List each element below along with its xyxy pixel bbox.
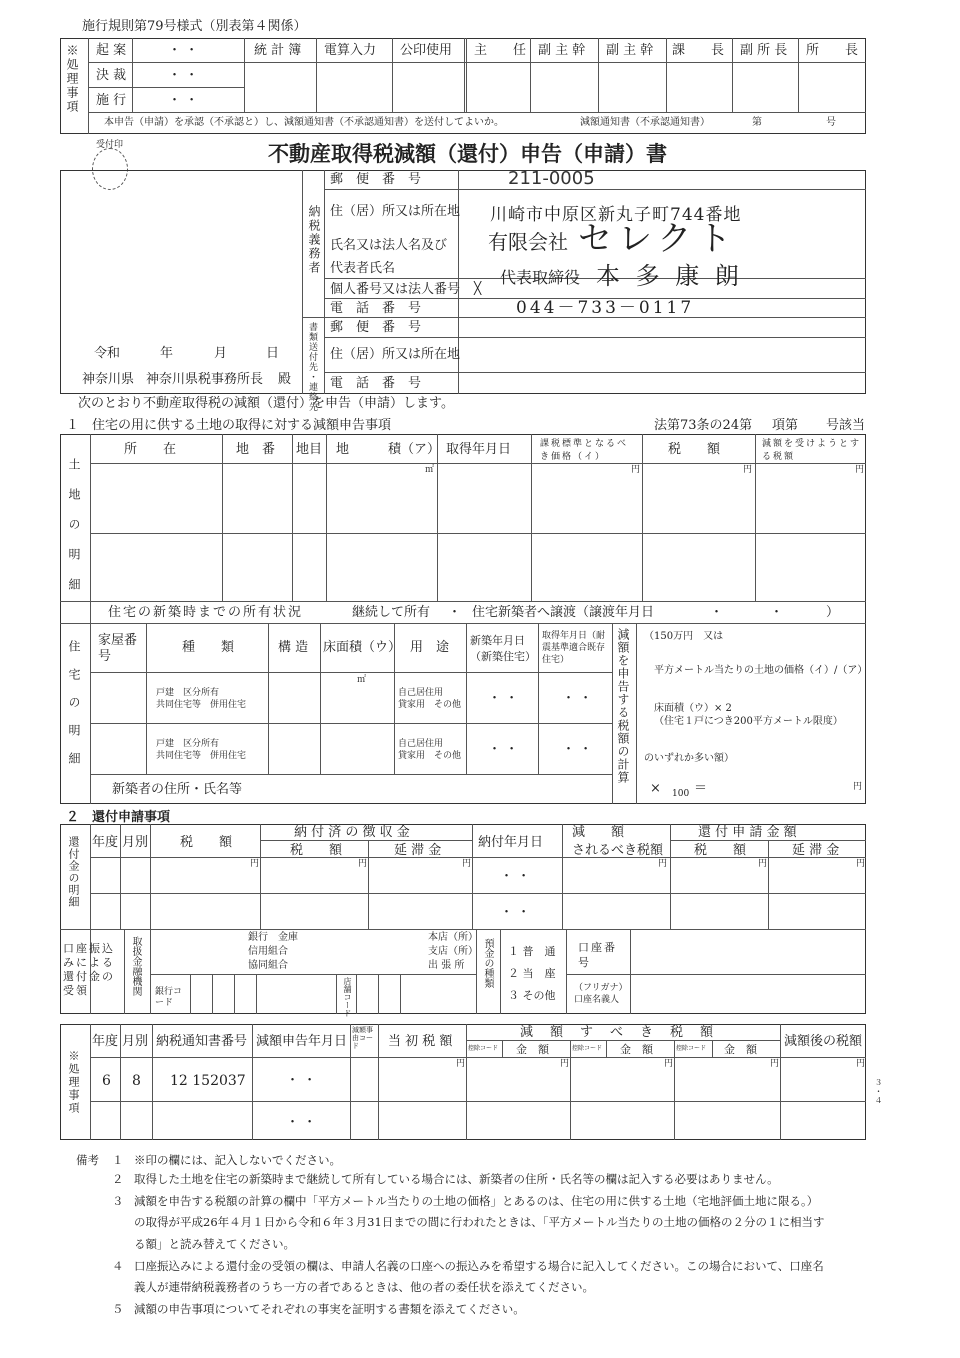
unit-yen: 円: [462, 859, 472, 869]
unit-yen: 円: [770, 1059, 780, 1069]
house-use-2[interactable]: 貸家用 その他: [398, 700, 462, 710]
house-kind-1[interactable]: 戸建 区分所有: [156, 688, 220, 698]
bank-type-2[interactable]: 信用組合: [248, 946, 288, 957]
address-value[interactable]: 川崎市中原区新丸子町744番地: [490, 205, 742, 225]
account-name-label: 口座名義人: [574, 995, 620, 1005]
sendto-side-label: 書類送付先・連絡先: [307, 322, 317, 412]
name-label: 氏名又は法人名及び: [330, 238, 448, 253]
proc-month-value[interactable]: 8: [132, 1073, 141, 1089]
year-label: 年: [160, 346, 174, 361]
branch-type-3[interactable]: 出 張 所: [428, 960, 465, 971]
sec3-side-label: ※処理事項: [67, 1050, 80, 1115]
land-side-label: 土地の明細: [67, 458, 81, 608]
reiwa: 令和: [94, 346, 121, 361]
calc-line-1: （150万円 又は: [644, 631, 724, 642]
refund-col-paid: 納 付 済 の 徴 収 金: [294, 825, 410, 840]
house-col-use: 用 途: [410, 640, 450, 655]
col-deputy1: 副 主 幹: [538, 43, 586, 58]
col-section-chief: 課 長: [672, 43, 725, 58]
sendto-postal-label: 郵 便 番 号: [330, 320, 422, 335]
house-col-kind: 種 類: [182, 640, 235, 655]
approve-text: 本申告（申請）を承認（不承認と）し、減額通知書（不承認通知書）を送付してよいか。: [104, 117, 504, 128]
row-decision: 決 裁: [96, 68, 127, 83]
addressee-office: 神奈川県税事務所長: [146, 372, 264, 387]
calc-line-5: のいずれか多い額）: [644, 753, 734, 764]
note-text: 義人が連帯納税義務者のうち一方の者であるときは、他の者の委任状を添えてください。: [134, 1280, 594, 1294]
refund-col-paid-tax: 税 額: [290, 843, 343, 858]
refund-col-reduce: 減 額: [572, 825, 625, 840]
account-no-label: 口座番号: [578, 941, 617, 969]
date-dots: ・ ・: [562, 691, 593, 706]
ownership-continue[interactable]: 継続して所有: [352, 605, 431, 620]
date-dots: ・ ・: [286, 1115, 317, 1130]
unit-yen: 円: [853, 782, 863, 792]
note-number: ２: [112, 1172, 124, 1186]
note-number: １: [112, 1153, 124, 1167]
bank-institution-label: 取扱金融機関: [130, 936, 141, 996]
unit-yen: 円: [250, 859, 260, 869]
phone-value[interactable]: 044－733－0117: [516, 298, 695, 318]
calc-side-label: 減額を申告する税額の計算: [616, 628, 630, 784]
unit-yen: 円: [856, 859, 866, 869]
calc-line-4: （住宅１戸につき200平方メートル限度）: [654, 716, 843, 727]
land-col-reduce: 減額を受けようとする税額: [762, 439, 862, 462]
proc-col-deduct-code-2: 控除コード: [572, 1045, 603, 1052]
branch-type-1[interactable]: 本店（所）: [428, 932, 478, 943]
taxpayer-side-label: 納税義務者: [307, 205, 321, 275]
address-label: 住（居）所又は所在地: [330, 204, 461, 219]
calc-times: ×: [650, 781, 661, 796]
notes-label: 備考: [76, 1153, 99, 1167]
deposit-type-3[interactable]: ３ その他: [508, 989, 556, 1002]
calc-line-3: 床面積（ウ）× 2: [654, 703, 732, 714]
applicant-box: [60, 170, 866, 394]
refund-side-label: 還付金の明細: [67, 836, 80, 908]
notice-text: 減額通知書（不承認通知書）: [580, 117, 710, 128]
proc-col-reason-code: 減額事由コード: [352, 1026, 373, 1050]
refund-col-month: 月別: [122, 835, 149, 850]
rep-name[interactable]: 本 多 康 朗: [596, 262, 743, 290]
note-text: の取得が平成26年４月１日から令和６年３月31日までの間に行われたときは、「平方メートル当たりの土地の価格の２分の１に相当す: [134, 1215, 825, 1229]
refund-col-paid-date: 納付年月日: [478, 835, 544, 850]
land-col-location: 所 在: [124, 442, 177, 457]
form-rule: 施行規則第79号様式（別表第４関係）: [82, 19, 307, 34]
house-col-no: 家屋番号: [98, 633, 138, 664]
col-deputy2: 副 主 幹: [606, 43, 654, 58]
bank-type-1[interactable]: 銀行 金庫: [248, 932, 298, 943]
bank-side-label: 口座振込みによる還付金の受領: [63, 942, 115, 997]
process-mark: ※処理事項: [65, 44, 79, 114]
unit-m2: ㎡: [357, 675, 367, 685]
note-text: る額」と読み替えてください。: [134, 1237, 295, 1251]
note-text: 取得した土地を住宅の新築時まで継続して所有している場合には、新築者の住所・氏名等の欄は記入する必要はありません。: [134, 1172, 779, 1186]
transfer-paren: ）: [826, 605, 840, 620]
date-dots: ・ ・: [562, 742, 593, 757]
col-vice-director: 副 所 長: [740, 43, 788, 58]
date-dots: ・ ・: [500, 905, 531, 920]
date-dots: ・ ・: [168, 93, 199, 108]
note-number: ３: [112, 1194, 124, 1208]
col-stat: 統 計 簿: [254, 43, 302, 58]
house-use-1[interactable]: 自己居住用: [398, 739, 444, 749]
unit-yen: 円: [456, 1059, 466, 1069]
branch-type-2[interactable]: 支店（所）: [428, 946, 478, 957]
house-side-label: 住宅の明細: [67, 640, 81, 780]
refund-col-request-late: 延 滞 金: [792, 843, 840, 858]
proc-col-year: 年度: [92, 1034, 119, 1049]
day-label: 日: [266, 346, 280, 361]
note-text: ※印の欄には、記入しないでください。: [134, 1153, 341, 1167]
store-code-label: 店舗コード: [343, 977, 352, 1017]
postal-value[interactable]: 211-0005: [508, 168, 595, 189]
sendto-address-label: 住（居）所又は所在地: [330, 347, 461, 362]
refund-col-request-tax: 税 額: [694, 843, 747, 858]
calc-denominator: 100: [672, 789, 690, 799]
house-kind-2[interactable]: 共同住宅等 併用住宅: [156, 700, 247, 710]
month-label: 月: [214, 346, 228, 361]
proc-col-notice-no: 納税通知書番号: [156, 1034, 248, 1049]
unit-yen: 円: [358, 859, 368, 869]
refund-col-year: 年度: [92, 835, 119, 850]
sec1-title: １ 住宅の用に供する土地の取得に対する減額申告事項: [66, 418, 392, 433]
builder-label: 新築者の住所・氏名等: [112, 782, 243, 797]
date-dots: ・ ・: [168, 68, 199, 83]
house-col-acq-date: 取得年月日（耐震基準適合既存住宅）: [542, 631, 606, 665]
calc-line-2: 平方メートル当たりの土地の価格（イ）/（ア）: [654, 665, 868, 676]
transfer-dot: ・: [770, 605, 784, 620]
proc-col-date: 減額申告年月日: [256, 1034, 348, 1049]
proc-year-value[interactable]: 6: [102, 1073, 111, 1089]
date-dots: ・ ・: [488, 742, 519, 757]
proc-col-month: 月別: [122, 1034, 149, 1049]
proc-col-reduce: 減 額 す べ き 税 額: [520, 1025, 716, 1040]
stamp-label: 受付印: [96, 140, 124, 150]
proc-col-after-tax: 減額後の税額: [784, 1034, 863, 1049]
refund-col-tax: 税 額: [180, 835, 233, 850]
land-col-area: 地 積（ア）: [336, 442, 441, 457]
name-label-2: 代表者氏名: [330, 261, 396, 276]
unit-yen: 円: [631, 465, 641, 475]
house-use-1[interactable]: 自己居住用: [398, 688, 444, 698]
refund-col-request: 還 付 申 請 金 額: [698, 825, 797, 840]
proc-col-initial-tax: 当 初 税 額: [388, 1034, 453, 1049]
note-text: 減額を申告する税額の計算の欄中「平方メートル当たりの土地の価格」とあるのは、住宅の用に供する土地（宅地評価土地に限る。）: [134, 1194, 819, 1208]
row-enforce: 施 行: [96, 93, 127, 108]
law-label: 法第73条の24第: [654, 418, 753, 433]
bank-code-label: 銀行コード: [155, 987, 183, 1008]
refund-col-reduce-2: されるべき税額: [572, 843, 664, 858]
deposit-type-2[interactable]: ２ 当 座: [508, 967, 556, 980]
proc-col-amount-2: 金 額: [620, 1043, 653, 1056]
kou-label: 項第: [772, 418, 799, 433]
date-dots: ・ ・: [500, 869, 531, 884]
dai-label: 第: [752, 117, 762, 128]
col-input: 電算入力: [324, 43, 377, 58]
proc-col-deduct-code-1: 控除コード: [468, 1045, 499, 1052]
note-number: ４: [112, 1259, 124, 1273]
house-col-new-date: 新築年月日（新築住宅）: [470, 634, 536, 663]
col-director: 所 長: [806, 43, 859, 58]
id-label: 個人番号又は法人番号: [330, 282, 461, 297]
land-col-category: 地目: [296, 442, 323, 457]
house-col-floor: 床面積（ウ）: [323, 640, 402, 655]
company-type[interactable]: 有限会社: [488, 230, 568, 254]
unit-yen: 円: [856, 1059, 866, 1069]
date-dots: ・ ・: [286, 1073, 317, 1088]
calc-equals: ＝: [694, 781, 708, 796]
proc-col-amount-3: 金 額: [724, 1043, 757, 1056]
ownership-transfer[interactable]: 住宅新築者へ譲渡（譲渡年月日: [472, 605, 655, 620]
note-number: ５: [112, 1302, 124, 1316]
phone-label: 電 話 番 号: [330, 301, 422, 316]
unit-m2: ㎡: [425, 465, 435, 475]
rep-title[interactable]: 代表取締役: [500, 268, 581, 287]
unit-yen: 円: [743, 465, 753, 475]
unit-yen: 円: [855, 465, 865, 475]
addressee-dono: 殿: [278, 372, 292, 387]
id-mark: ╳: [474, 281, 482, 295]
deposit-type-1[interactable]: １ 普 通: [508, 945, 556, 958]
go-label: 号: [826, 117, 836, 128]
unit-yen: 円: [658, 859, 668, 869]
land-col-tax-base: 課税標準となるべき価格（イ）: [540, 439, 629, 462]
bank-type-3[interactable]: 協同組合: [248, 960, 288, 971]
sendto-phone-label: 電 話 番 号: [330, 376, 422, 391]
intro-text: 次のとおり不動産取得税の減額（還付）を申告（申請）します。: [78, 396, 454, 411]
sec2-title: ２ 還付申請事項: [66, 810, 171, 825]
date-dots: ・ ・: [168, 43, 199, 58]
ownership-label: 住宅の新築時までの所有状況: [108, 605, 304, 620]
form-title: 不動産取得税減額（還付）申告（申請）書: [268, 141, 667, 166]
land-col-lotno: 地 番: [236, 442, 276, 457]
proc-notice-no-value[interactable]: 12 152037: [170, 1073, 246, 1089]
house-use-2[interactable]: 貸家用 その他: [398, 751, 462, 761]
addressee-pref: 神奈川県: [82, 372, 135, 387]
proc-col-deduct-code-3: 控除コード: [676, 1045, 707, 1052]
house-kind-2[interactable]: 共同住宅等 併用住宅: [156, 751, 247, 761]
unit-yen: 円: [560, 1059, 570, 1069]
sec3-side-note: ３・４: [874, 1078, 883, 1105]
ownership-bullet: ・: [448, 605, 462, 620]
col-chief: 主 任: [474, 43, 527, 58]
date-dots: ・ ・: [488, 691, 519, 706]
postal-label: 郵 便 番 号: [330, 172, 422, 187]
company-name[interactable]: セレクト: [578, 219, 738, 259]
go-label: 号該当: [826, 418, 866, 433]
refund-col-paid-late: 延 滞 金: [394, 843, 442, 858]
house-kind-1[interactable]: 戸建 区分所有: [156, 739, 220, 749]
unit-yen: 円: [664, 1059, 674, 1069]
transfer-dot: ・: [710, 605, 724, 620]
note-text: 減額の申告事項についてそれぞれの事実を証明する書類を添えてください。: [134, 1302, 525, 1316]
deposit-side-label: 預金の種類: [482, 938, 493, 988]
unit-yen: 円: [758, 859, 768, 869]
note-text: 口座振込みによる還付金の受領の欄は、申請人名義の口座への振込みを希望する場合に記入してください。この場合において、口座名: [134, 1259, 824, 1273]
col-seal: 公印使用: [400, 43, 453, 58]
land-col-tax: 税 額: [668, 442, 721, 457]
proc-col-amount-1: 金 額: [516, 1043, 549, 1056]
row-draft: 起 案: [96, 43, 127, 58]
furigana-label: （フリガナ）: [574, 983, 628, 993]
house-col-structure: 構 造: [278, 640, 309, 655]
land-col-acq-date: 取得年月日: [446, 442, 512, 457]
